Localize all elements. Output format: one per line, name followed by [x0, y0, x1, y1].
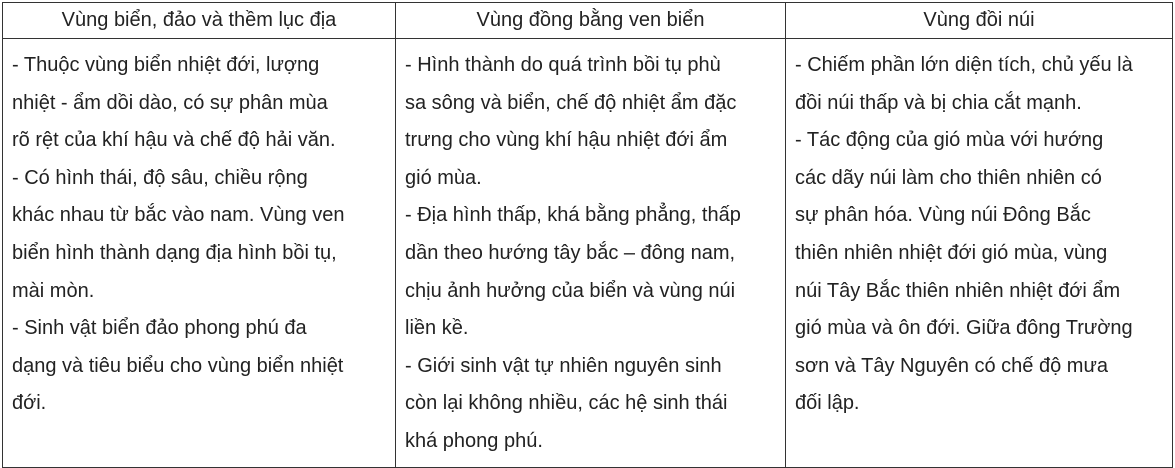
cell-line: khá phong phú.: [405, 429, 543, 452]
cell-line: dạng và tiêu biểu cho vùng biển nhiệt: [12, 354, 344, 377]
table-row: [3, 39, 1173, 468]
cell-line: chịu ảnh hưởng của biển và vùng núi: [405, 279, 736, 302]
cell-line: thiên nhiên nhiệt đới gió mùa, vùng: [795, 241, 1108, 264]
cell-line: đới.: [12, 392, 47, 415]
cell-line: - Hình thành do quá trình bồi tụ phù: [405, 54, 721, 76]
cell-line: núi Tây Bắc thiên nhiên nhiệt đới ẩm: [795, 279, 1121, 302]
cell-line: - Có hình thái, độ sâu, chiều rộng: [12, 166, 308, 189]
comparison-table: [2, 2, 1173, 468]
cell-line: - Giới sinh vật tự nhiên nguyên sinh: [405, 354, 722, 377]
cell-line: - Thuộc vùng biển nhiệt đới, lượng: [12, 54, 320, 76]
header-coastal-plains: Vùng đồng bằng ven biển: [396, 3, 786, 39]
cell-line: rõ rệt của khí hậu và chế độ hải văn.: [12, 129, 336, 152]
cell-coastal-plains: [396, 39, 786, 468]
cell-line: dần theo hướng tây bắc – đông nam,: [405, 241, 736, 264]
cell-sea-islands: [3, 39, 396, 468]
header-hills-mountains: Vùng đồi núi: [786, 3, 1173, 39]
cell-line: mài mòn.: [12, 279, 95, 302]
cell-line: - Chiếm phần lớn diện tích, chủ yếu là: [795, 54, 1133, 76]
cell-line: - Sinh vật biển đảo phong phú đa: [12, 317, 307, 340]
cell-line: nhiệt - ẩm dồi dào, có sự phân mùa: [12, 91, 328, 114]
cell-line: sơn và Tây Nguyên có chế độ mưa: [795, 354, 1108, 377]
cell-line: sa sông và biển, chế độ nhiệt ẩm đặc: [405, 91, 737, 114]
cell-line: biển hình thành dạng địa hình bồi tụ,: [12, 241, 337, 264]
cell-line: - Tác động của gió mùa với hướng: [795, 129, 1104, 152]
cell-line: đồi núi thấp và bị chia cắt mạnh.: [795, 91, 1082, 114]
cell-hills-mountains: [786, 39, 1173, 468]
cell-line: đối lập.: [795, 392, 860, 415]
cell-line: trưng cho vùng khí hậu nhiệt đới ẩm: [405, 129, 728, 152]
cell-line: khác nhau từ bắc vào nam. Vùng ven: [12, 204, 345, 227]
cell-line: sự phân hóa. Vùng núi Đông Bắc: [795, 204, 1091, 227]
header-row: [3, 3, 1173, 39]
cell-line: gió mùa và ôn đới. Giữa đông Trường: [795, 317, 1133, 340]
cell-line: còn lại không nhiều, các hệ sinh thái: [405, 392, 728, 415]
cell-line: - Địa hình thấp, khá bằng phẳng, thấp: [405, 204, 741, 227]
header-sea-islands: Vùng biển, đảo và thềm lục địa: [3, 3, 396, 39]
cell-line: các dãy núi làm cho thiên nhiên có: [795, 166, 1102, 189]
cell-line: liền kề.: [405, 317, 469, 340]
cell-line: gió mùa.: [405, 166, 482, 189]
